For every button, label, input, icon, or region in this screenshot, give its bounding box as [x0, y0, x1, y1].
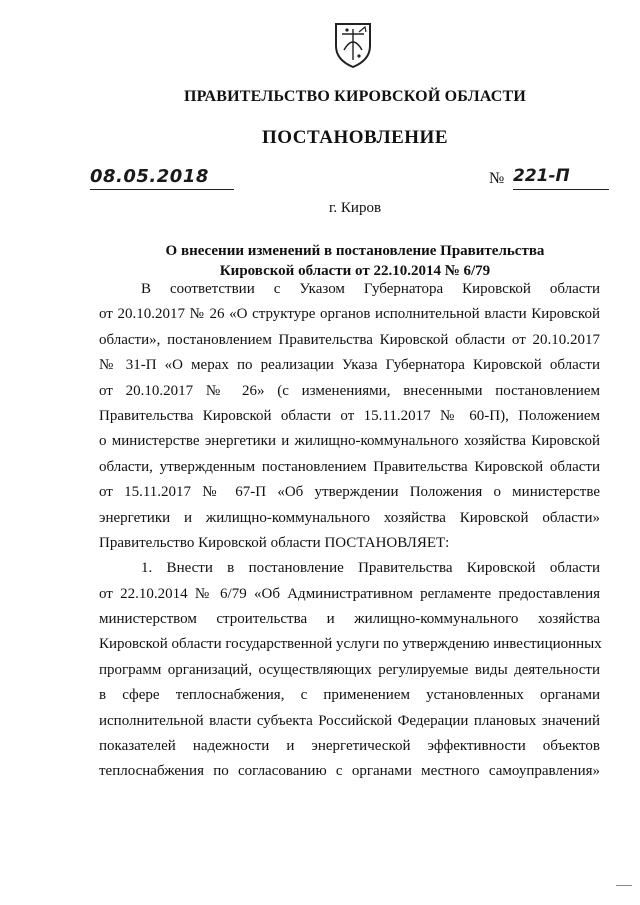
document-subject: [0, 241, 640, 281]
number-handwritten: 221-П: [513, 166, 570, 186]
number-underline: [513, 189, 609, 190]
body-line: 1. Внести в постановление Правительства Кировской области: [141, 560, 600, 577]
body-line: энергетики и жилищно-коммунального хозяйства Кировской области»: [99, 509, 600, 526]
body-line: от 20.10.2017 № 26» (с изменениями, внесенными постановлением: [99, 382, 600, 399]
body-line: теплоснабжения по согласованию с органами местного самоуправления»: [99, 763, 600, 780]
subject-line-2: Кировской области от 22.10.2014 № 6/79: [219, 263, 491, 279]
page-edge-mark: [616, 885, 632, 886]
date-underline: [90, 189, 234, 190]
organization-title: ПРАВИТЕЛЬСТВО КИРОВСКОЙ ОБЛАСТИ: [183, 88, 527, 105]
body-line: от 20.10.2017 № 26 «О структуре органов исполнительной власти Кировской: [99, 306, 600, 323]
body-line: от 15.11.2017 № 67-П «Об утверждении Положения о министерстве: [99, 484, 600, 501]
body-line: программ организаций, осуществляющих регулируемые виды деятельности: [99, 661, 600, 678]
body-line: о министерстве энергетики и жилищно-коммунального хозяйства Кировской: [99, 433, 600, 450]
body-line: Правительство Кировской области ПОСТАНОВЛЯЕТ:: [99, 534, 450, 551]
document-type-title: ПОСТАНОВЛЕНИЕ: [261, 127, 449, 148]
body-line: № 31-П «О мерах по реализации Указа Губернатора Кировской области: [99, 357, 600, 374]
body-line: области, утвержденным постановлением Правительства Кировской области: [99, 458, 600, 475]
body-line: показателей надежности и энергетической эффективности объектов: [99, 738, 600, 755]
date-handwritten: 08.05.2018: [90, 166, 209, 187]
number-sign: №: [489, 170, 505, 187]
body-line: области», постановлением Правительства Кировской области от 20.10.2017: [99, 331, 600, 348]
document-number: [489, 166, 609, 192]
document-date: [90, 166, 240, 190]
body-line: от 22.10.2014 № 6/79 «Об Административном регламенте предоставления: [99, 585, 600, 602]
body-line: министерством строительства и жилищно-коммунального хозяйства: [99, 611, 600, 628]
body-line: в сфере теплоснабжения, с применением установленных органами: [99, 687, 600, 704]
body-line: В соответствии с Указом Губернатора Кировской области: [141, 281, 600, 297]
subject-line-1: О внесении изменений в постановление Правительства: [165, 243, 545, 259]
body-line: Кировской области государственной услуги по утверждению инвестиционных: [99, 636, 602, 653]
body-line: исполнительной власти субъекта Российской Федерации плановых значений: [99, 712, 600, 729]
document-body: [99, 277, 600, 785]
city-label: г. Киров: [328, 200, 382, 216]
coat-of-arms-icon: [333, 20, 373, 70]
body-line: Правительства Кировской области от 15.11.2017 № 60-П), Положением: [99, 407, 600, 424]
